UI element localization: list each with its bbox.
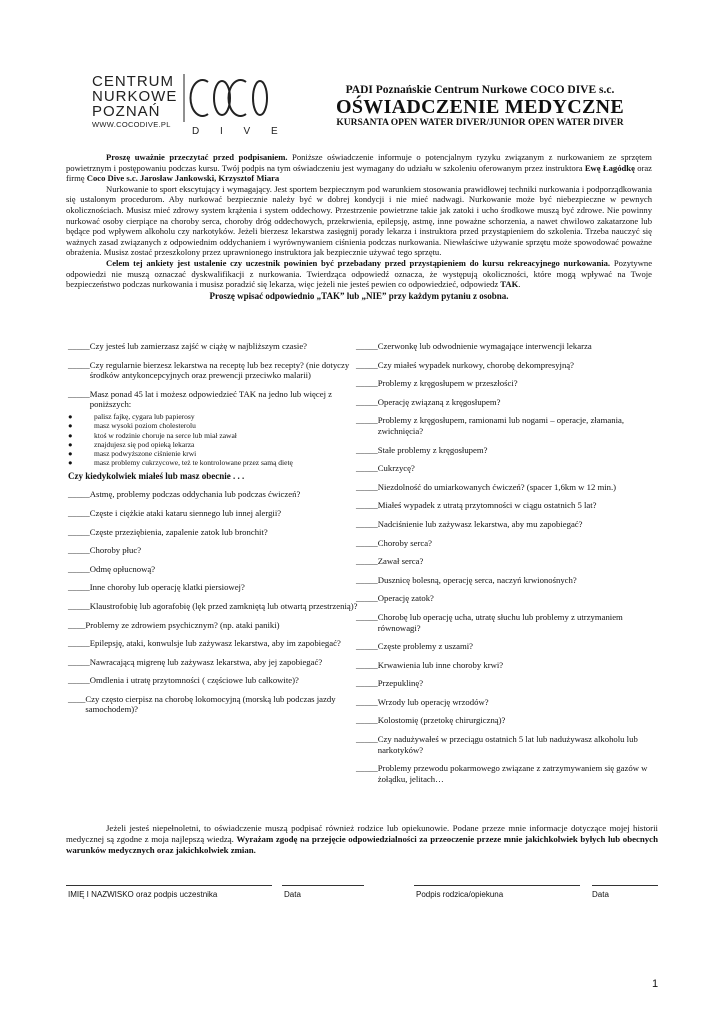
guardian-signature-line[interactable] xyxy=(414,885,580,899)
answer-blank[interactable]: _____ xyxy=(356,734,378,745)
question-text: Niezdolność do umiarkowanych ćwiczeń? (spacer 1,6km w 12 min.) xyxy=(377,481,617,492)
page-number: 1 xyxy=(652,978,659,990)
question-item[interactable] xyxy=(356,538,656,549)
question-text: Czy regularnie bierzesz lekarstwa na receptę lub bez recepty? (nie dotyczy środków antykoncepcyjnych oraz prewencji przeciwko malarii) xyxy=(89,359,350,381)
bullet-icon: ● xyxy=(68,458,73,468)
question-item[interactable] xyxy=(68,389,358,410)
question-item[interactable] xyxy=(356,697,656,708)
answer-blank[interactable]: _____ xyxy=(68,388,90,399)
question-item[interactable] xyxy=(356,415,656,436)
answer-blank[interactable]: _____ xyxy=(356,500,378,511)
question-item[interactable] xyxy=(356,463,656,474)
intro-paragraph-2: Nurkowanie to sport ekscytujący i wymagający. Jest sportem bezpiecznym pod warunkiem stosowania prawidłowej techniki nurkowania i podporządkowania się ustalonym procedurom. Aby nurkować bezpiecznie należy być w dobrej kondycji i nie mieć nadwagi. Nurkowanie może być niebezpieczne w pewnych okolicznościach. Musisz mieć zdrowy system krążenia i system oddechowy. Przestrzenie powietrzne takie jak zatoki i ucho środkowe muszą być zdrowe. Nie powinny nurkować osoby cierpiące na choroby serca, choroby dróg oddechowych, przekrwienia, epilepsję, astmę, inne poważne schorzenia, a nawet chwilowo zakatarzone lub będące pod wpływem alkoholu czy narkotyków. Jeżeli bierzesz lekarstwa zasięgnij porady lekarza i instruktora przed przystąpieniem do szkolenia. Trzeba nauczyć się ważnych zasad związanych z odpowiednim oddychaniem i wyrównywaniem ciśnienia podczas nurkowania. Niewłaściwe używanie sprzętu może spowodować poważne obrażenia. Musisz zostać przeszkolony przez uprawnionego instruktora jak bezpiecznie używać tego sprzętu. xyxy=(66,183,652,258)
question-text: Choroby płuc? xyxy=(89,545,142,556)
bullet-icon: ● xyxy=(68,411,73,421)
answer-blank[interactable]: _____ xyxy=(68,359,90,370)
question-text: Stałe problemy z kręgosłupem? xyxy=(377,444,488,455)
question-item[interactable] xyxy=(356,575,656,586)
answer-blank[interactable]: _____ xyxy=(356,641,378,652)
participant-signature-label: IMIĘ I NAZWISKO oraz podpis uczestnika xyxy=(68,890,218,899)
question-text: Klaustrofobię lub agorafobię (lęk przed zamkniętą lub otwartą przestrzenią)? xyxy=(89,600,358,611)
question-item[interactable] xyxy=(68,675,358,686)
questions-left-column xyxy=(68,341,358,723)
question-item[interactable] xyxy=(68,527,358,538)
question-text: Częste i ciężkie ataki kataru siennego lub innej alergii? xyxy=(89,507,282,518)
answer-blank[interactable]: _____ xyxy=(68,341,90,351)
answer-blank[interactable]: ____ xyxy=(68,619,86,630)
answer-blank[interactable]: _____ xyxy=(68,675,90,686)
question-item[interactable] xyxy=(356,378,656,389)
question-item[interactable] xyxy=(68,341,358,352)
answer-blank[interactable]: _____ xyxy=(68,489,90,500)
question-item[interactable] xyxy=(356,519,656,530)
answer-blank[interactable]: _____ xyxy=(68,638,90,649)
question-item[interactable] xyxy=(356,556,656,567)
date-label-2: Data xyxy=(592,890,609,899)
question-text: Omdlenia i utratę przytomności ( częściowe lub całkowite)? xyxy=(89,675,299,686)
question-text: Epilepsję, ataki, konwulsje lub zażywasz lekarstwa, aby im zapobiegać? xyxy=(89,638,341,649)
logo-dive: D I V E xyxy=(192,126,287,137)
question-text: Czerwonkę lub odwodnienie wymagające interwencji lekarza xyxy=(377,341,592,351)
questions-right-column xyxy=(356,341,656,792)
intro-p1-text: Poniższe oświadczenie informuje o potencjalnym ryzyku związanym z nurkowaniem ze sprzętem powietrznym i postępowaniu podczas kursu. Twój podpis na tym oświadczeniu jest wymagany do udziału w szkoleniu oferowanym przez instruktora xyxy=(66,152,652,173)
question-text: Częste problemy z uszami? xyxy=(377,641,474,652)
question-item[interactable] xyxy=(68,582,358,593)
question-item[interactable] xyxy=(356,678,656,689)
intro-paragraph-3 xyxy=(66,258,652,290)
consent-paragraph xyxy=(66,823,658,855)
answer-blank[interactable]: _____ xyxy=(356,396,378,407)
answer-blank[interactable]: _____ xyxy=(356,556,378,567)
question-text: Problemy z kręgosłupem, ramionami lub nogami – operacje, złamania, zwichnięcia? xyxy=(377,415,625,436)
question-item[interactable] xyxy=(356,641,656,652)
question-item[interactable] xyxy=(68,545,358,556)
instructor-name: Ewę Łagódkę xyxy=(584,162,635,173)
answer-blank[interactable]: _____ xyxy=(356,574,378,585)
intro-paragraph-1 xyxy=(66,152,652,184)
question-subheading: Czy kiedykolwiek miałeś lub masz obecnie . . . xyxy=(68,470,245,481)
answer-blank[interactable]: _____ xyxy=(68,563,90,574)
logo-line-3: POZNAŃ xyxy=(92,103,161,120)
answer-blank[interactable]: _____ xyxy=(356,378,378,389)
answer-blank[interactable]: _____ xyxy=(356,696,378,707)
question-item[interactable] xyxy=(68,360,358,381)
question-text: Cukrzycę? xyxy=(377,463,415,474)
answer-blank[interactable]: _____ xyxy=(68,526,90,537)
question-item[interactable] xyxy=(356,341,656,352)
question-text: Choroby serca? xyxy=(377,537,432,548)
question-text: Częste przeziębienia, zapalenie zatok lub bronchit? xyxy=(89,526,268,537)
document-subtitle: KURSANTA OPEN WATER DIVER/JUNIOR OPEN WATER DIVER xyxy=(336,118,624,128)
question-item[interactable] xyxy=(68,620,358,631)
question-text: Zawał serca? xyxy=(377,556,424,567)
question-text: Chorobę lub operację ucha, utratę słuchu lub problemy z utrzymaniem równowagi? xyxy=(377,611,623,633)
question-text: Przepuklinę? xyxy=(377,678,424,689)
question-text: Problemy z kręgosłupem w przeszłości? xyxy=(377,378,518,389)
logo xyxy=(92,73,287,137)
question-text: Inne choroby lub operację klatki piersiowej? xyxy=(89,582,245,593)
question-item[interactable] xyxy=(356,397,656,408)
logo-line-1: CENTRUM xyxy=(92,73,174,90)
bullet-icon: ● xyxy=(68,439,73,449)
intro-p1-bold: Proszę uważnie przeczytać przed podpisaniem. xyxy=(106,152,288,162)
bullet-icon: ● xyxy=(68,449,73,459)
answer-blank[interactable]: _____ xyxy=(356,537,378,548)
question-item[interactable] xyxy=(356,715,656,726)
date-line-1[interactable] xyxy=(282,885,364,899)
list-item: ● znajdujesz się pod opieką lekarza xyxy=(68,439,195,449)
answer-blank[interactable]: _____ xyxy=(356,415,378,426)
intro-p3-text: Pozytywne odpowiedzi nie muszą oznaczać dyskwalifikacji z nurkowania. Twierdząca odpowiedź oznacza, że występują okoliczności, które mogą wpływać na Twoje bezpieczeństwo podczas nurkowania i musisz poradzić się lekarza, więc jeżeli nie jesteś pewien co odpowiedzieć, odpowiedz xyxy=(66,257,653,290)
question-item[interactable] xyxy=(68,601,358,612)
answer-blank[interactable]: _____ xyxy=(356,463,378,474)
question-text: Astmę, problemy podczas oddychania lub podczas ćwiczeń? xyxy=(89,489,301,500)
consent-text: Jeżeli jesteś niepełnoletni, to oświadczenie muszą podpisać również rodzice lub opiekunowie. Podane przeze mnie informacje dotyczące mojej historii medycznej są zgodne z moja najlepszą wiedzą. xyxy=(66,823,658,844)
list-item: ● masz podwyższone ciśnienie krwi xyxy=(68,449,197,459)
logo-line-2: NURKOWE xyxy=(92,88,178,105)
question-item[interactable] xyxy=(68,508,358,519)
question-text: Operację związaną z kręgosłupem? xyxy=(377,396,501,407)
question-text: Problemy przewodu pokarmowego związane z zatrzymywaniem się gazów w żołądku, jelitach… xyxy=(377,763,648,784)
answer-blank[interactable]: _____ xyxy=(356,678,378,689)
question-item[interactable] xyxy=(68,694,358,715)
answer-blank[interactable]: _____ xyxy=(356,341,378,351)
question-item[interactable] xyxy=(356,660,656,671)
question-item[interactable] xyxy=(68,564,358,575)
question-item[interactable] xyxy=(356,482,656,493)
risk-factor-list xyxy=(68,412,358,468)
bullet-icon: ● xyxy=(68,430,73,440)
answer-blank[interactable]: _____ xyxy=(356,593,378,604)
answer-blank[interactable]: _____ xyxy=(68,600,90,611)
answer-blank[interactable]: _____ xyxy=(68,582,90,593)
list-item: ● masz wysoki poziom cholesterolu xyxy=(68,421,196,431)
question-text: Wrzody lub operację wrzodów? xyxy=(377,696,489,707)
question-text: Czy miałeś wypadek nurkowy, chorobę dekompresyjną? xyxy=(377,359,575,370)
consent-text-bold: Wyrażam zgodę na przejęcie odpowiedzialności za przeoczenie przeze mnie jakichkolwiek byłych lub obecnych warunków medycznych oraz jakichkolwiek zmian. xyxy=(66,833,658,855)
answer-blank[interactable]: _____ xyxy=(356,444,378,455)
answer-blank[interactable]: _____ xyxy=(356,715,378,726)
question-text: Kolostomię (przetokę chirurgiczną)? xyxy=(377,715,506,726)
answer-blank[interactable]: ____ xyxy=(68,693,86,704)
answer-instruction: Proszę wpisać odpowiednio „TAK” lub „NIE” przy każdym pytaniu z osobna. xyxy=(209,290,509,301)
firm-name: Coco Dive s.c. Jarosław Jankowski, Krzysztof Miara xyxy=(86,173,280,184)
logo-url: WWW.COCODIVE.PL xyxy=(92,120,171,129)
bullet-icon: ● xyxy=(68,421,73,431)
question-text: Czy nadużywałeś w przeciągu ostatnich 5 lat lub nadużywasz alkoholu lub narkotyków? xyxy=(377,734,638,755)
answer-blank[interactable]: _____ xyxy=(356,611,378,622)
question-text: Problemy ze zdrowiem psychicznym? (np. ataki paniki) xyxy=(85,619,280,630)
question-text: Krwawienia lub inne choroby krwi? xyxy=(377,659,504,670)
participant-signature-line[interactable] xyxy=(66,885,272,899)
date-label-1: Data xyxy=(284,890,301,899)
signature-area xyxy=(66,885,662,905)
document-header xyxy=(330,84,630,128)
question-item[interactable] xyxy=(68,489,358,500)
question-item[interactable] xyxy=(356,360,656,371)
intro-section xyxy=(66,152,652,301)
question-text: Odmę opłucnową? xyxy=(89,563,156,574)
intro-p1-text-2: oraz firmę xyxy=(66,162,652,184)
question-item[interactable] xyxy=(356,593,656,604)
answer-blank[interactable]: _____ xyxy=(356,659,378,670)
intro-p3-bold: Celem tej ankiety jest ustalenie czy uczestnik powinien być przebadany przed przystąpieniem do kursu rekreacyjnego nurkowania. xyxy=(106,257,611,268)
question-text: Operację zatok? xyxy=(377,593,434,604)
question-text: Czy często cierpisz na chorobę lokomocyjną (morską lub podczas jazdy samochodem)? xyxy=(85,693,336,715)
question-item[interactable] xyxy=(356,763,656,784)
question-text: Masz ponad 45 lat i możesz odpowiedzieć TAK na jedno lub więcej z poniższych: xyxy=(89,388,333,410)
answer-blank[interactable]: _____ xyxy=(68,545,90,556)
answer-blank[interactable]: _____ xyxy=(356,763,378,774)
answer-blank[interactable]: _____ xyxy=(68,507,90,518)
question-item[interactable] xyxy=(68,657,358,668)
question-text: Dusznicę bolesną, operację serca, naczyń krwionośnych? xyxy=(377,574,577,585)
list-item: ● palisz fajkę, cygara lub papierosy xyxy=(68,411,195,421)
date-line-2[interactable] xyxy=(592,885,658,899)
question-item[interactable] xyxy=(356,734,656,755)
question-item[interactable] xyxy=(356,500,656,511)
guardian-signature-label: Podpis rodzica/opiekuna xyxy=(416,890,504,899)
document-title: OŚWIADCZENIE MEDYCZNE xyxy=(335,96,624,118)
question-item[interactable] xyxy=(356,445,656,456)
intro-p3-tak: TAK xyxy=(500,279,519,290)
list-item: ● masz problemy cukrzycowe, też te kontrolowane przez samą dietę xyxy=(68,458,293,468)
question-text: Miałeś wypadek z utratą przytomności w ciągu ostatnich 5 lat? xyxy=(377,500,597,511)
question-item[interactable] xyxy=(68,638,358,649)
organization-name: PADI Poznańskie Centrum Nurkowe COCO DIVE s.c. xyxy=(345,84,615,96)
list-item: ● ktoś w rodzinie choruje na serce lub miał zawał xyxy=(68,430,237,440)
answer-blank[interactable]: _____ xyxy=(356,481,378,492)
question-text: Czy jesteś lub zamierzasz zajść w ciążę w najbliższym czasie? xyxy=(89,341,308,351)
intro-p3-end: . xyxy=(518,279,521,290)
question-text: Nadciśnienie lub zażywasz lekarstwa, aby mu zapobiegać? xyxy=(377,518,583,529)
question-text: Nawracającą migrenę lub zażywasz lekarstwa, aby jej zapobiegać? xyxy=(89,656,323,667)
coco-logo-mark xyxy=(184,74,287,137)
answer-blank[interactable]: _____ xyxy=(356,359,378,370)
question-item[interactable] xyxy=(356,612,656,633)
answer-blank[interactable]: _____ xyxy=(68,656,90,667)
answer-blank[interactable]: _____ xyxy=(356,518,378,529)
